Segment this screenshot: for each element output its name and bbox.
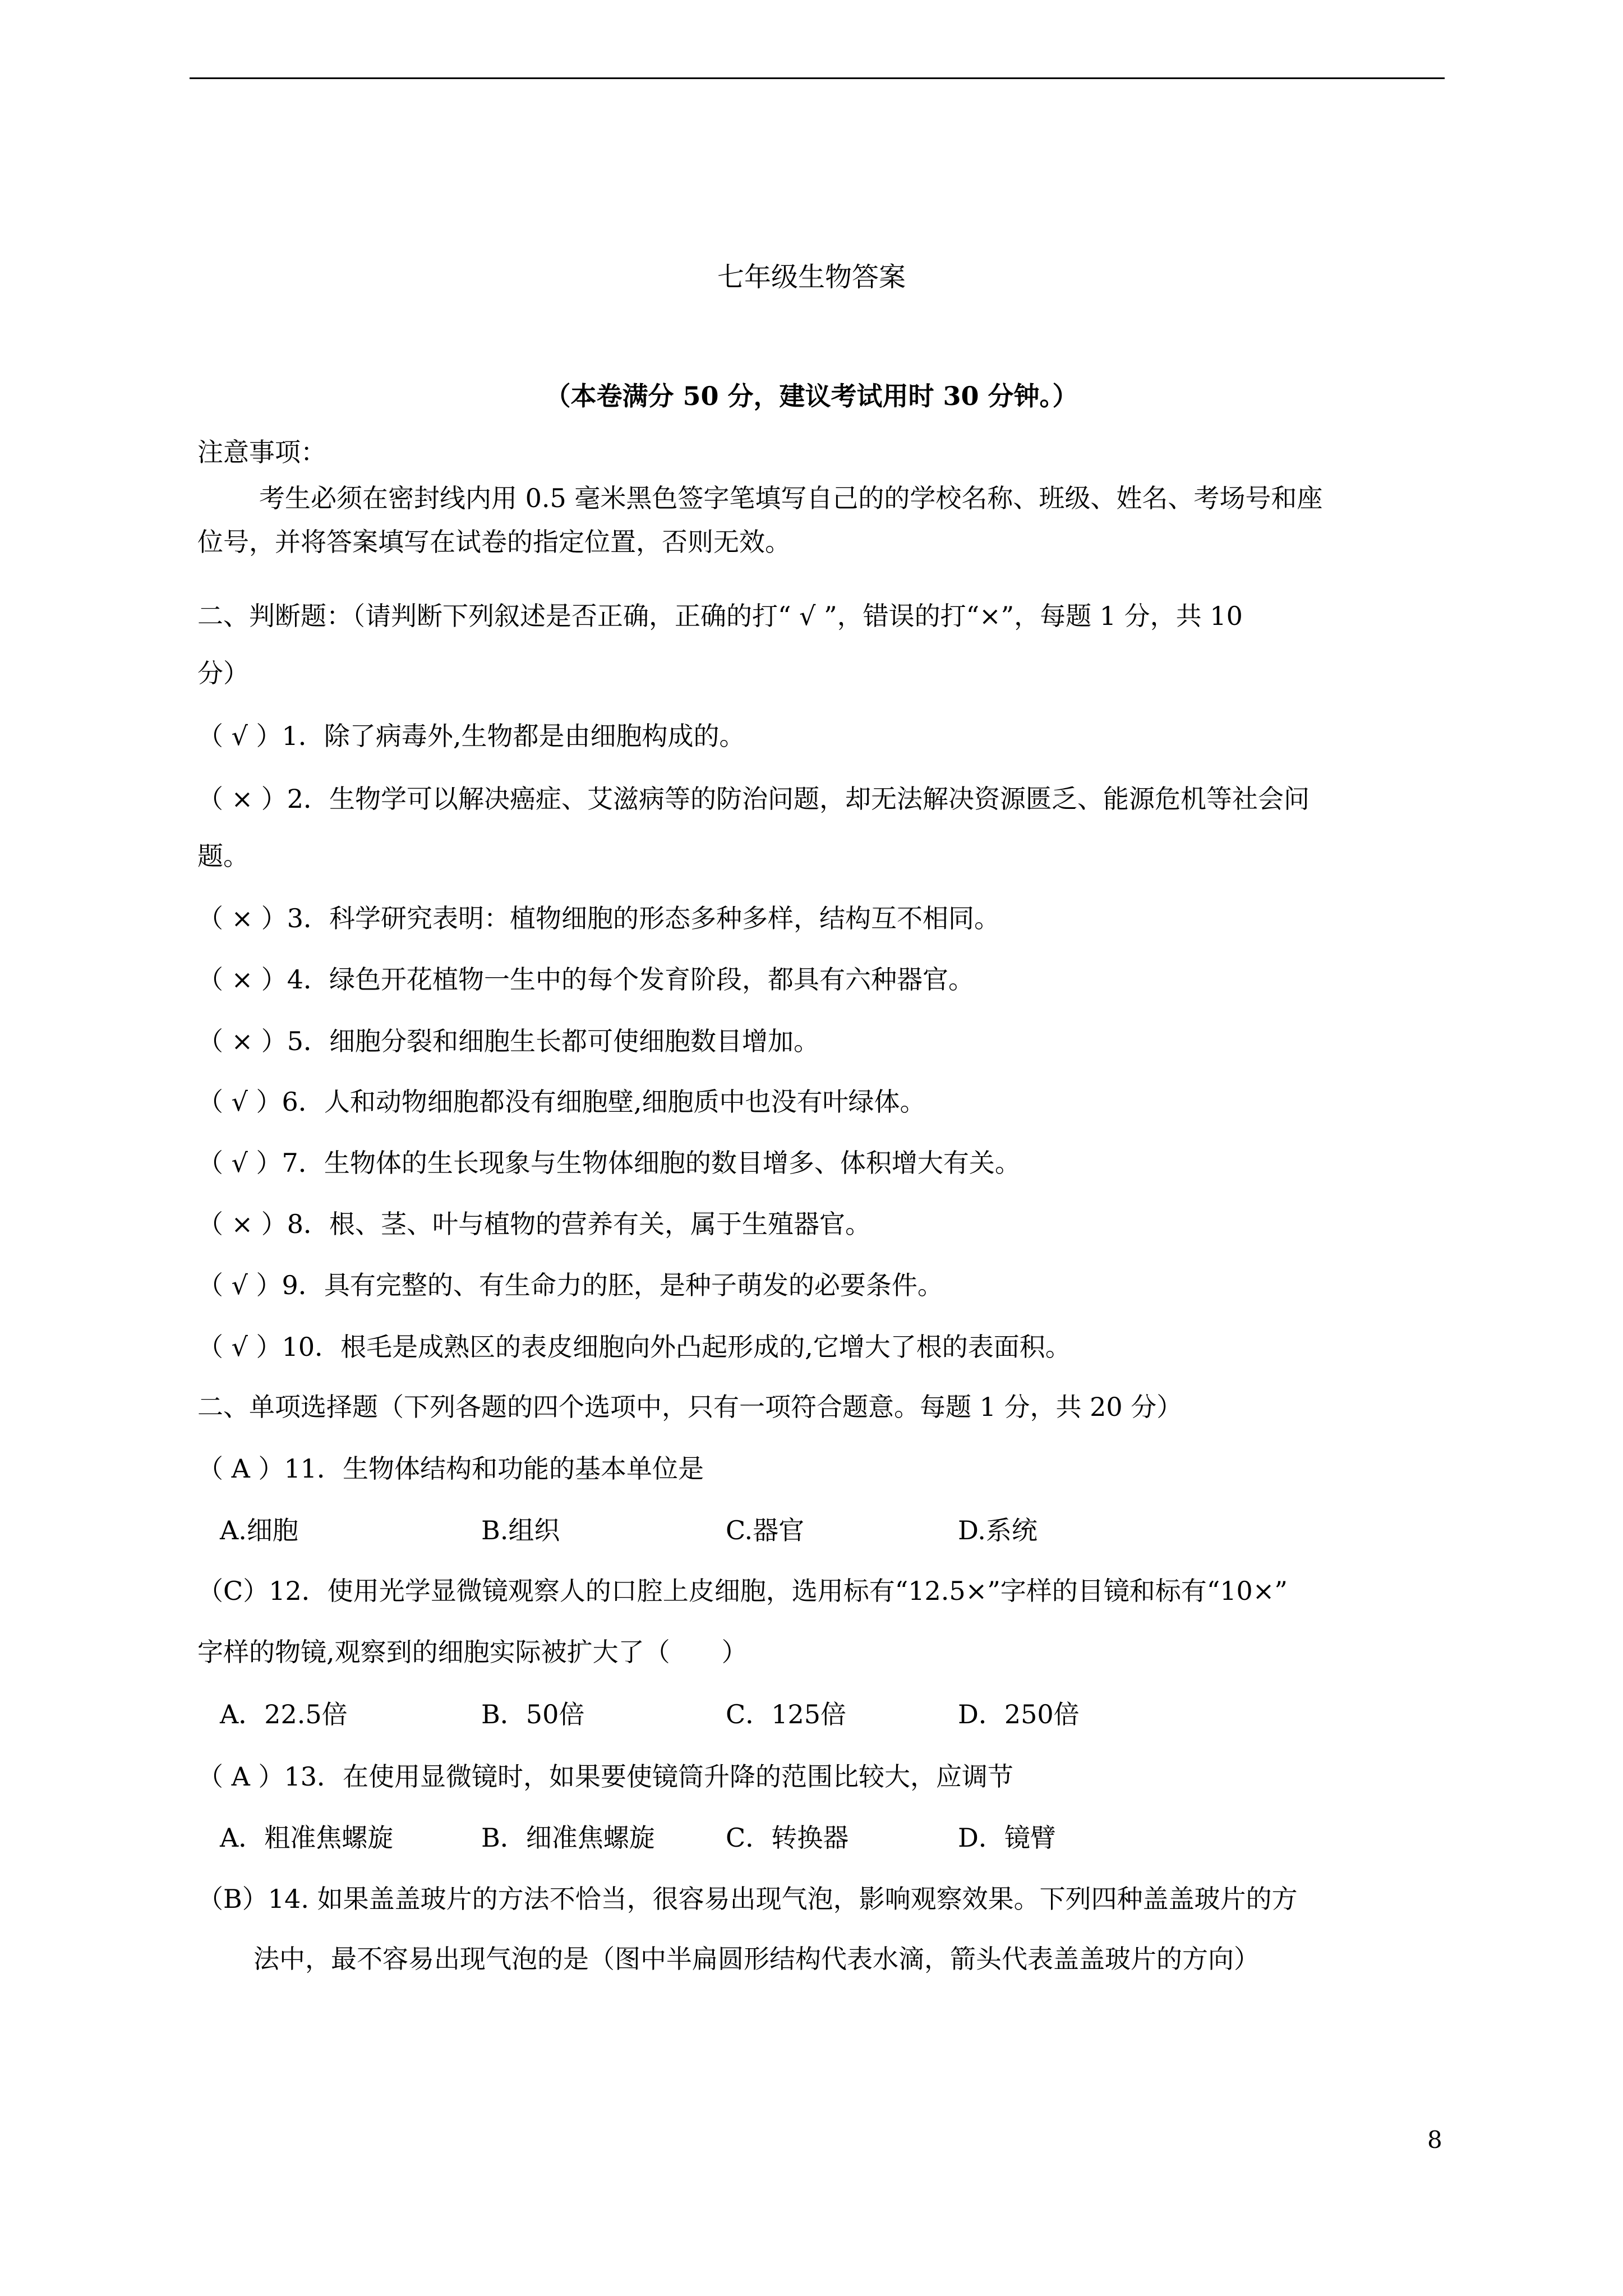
notice-line-1: 考生必须在密封线内用 0.5 毫米黑色签字笔填写自己的的学校名称、班级、姓名、考场号和座 [259, 483, 1323, 513]
q12-option-a: A．22.5倍 [220, 1699, 348, 1729]
question-12-stem-line-1: （C）12．使用光学显微镜观察人的口腔上皮细胞，选用标有“12.5×”字样的目镜和标有“10×” [197, 1576, 1288, 1606]
judge-item-8: （ × ）8．根、茎、叶与植物的营养有关，属于生殖器官。 [197, 1209, 872, 1239]
q13-option-b: B．细准焦螺旋 [481, 1823, 655, 1853]
q11-option-c: C.器官 [726, 1515, 805, 1545]
q11-option-d: D.系统 [958, 1515, 1038, 1545]
q13-option-c: C．转换器 [726, 1823, 849, 1853]
judge-item-2: （ × ）2．生物学可以解决癌症、艾滋病等的防治问题，却无法解决资源匮乏、能源危机等社会问 [197, 784, 1310, 814]
notice-line-2: 位号，并将答案填写在试卷的指定位置，否则无效。 [197, 527, 791, 557]
page-number: 8 [1427, 2126, 1442, 2154]
question-11-stem: （ A ）11．生物体结构和功能的基本单位是 [197, 1453, 704, 1484]
q12-option-b: B．50倍 [481, 1699, 585, 1729]
header-rule [190, 77, 1445, 79]
q12-option-d: D．250倍 [958, 1699, 1080, 1729]
q13-option-a: A．粗准焦螺旋 [220, 1823, 394, 1853]
judge-item-4: （ × ）4．绿色开花植物一生中的每个发育阶段，都具有六种器官。 [197, 964, 975, 995]
judge-item-2-cont: 题。 [197, 841, 249, 871]
q11-option-b: B.组织 [481, 1515, 560, 1545]
page-subtitle: （本卷满分 50 分，建议考试用时 30 分钟。） [545, 381, 1078, 411]
q11-option-a: A.细胞 [220, 1515, 298, 1545]
q13-option-d: D．镜臂 [958, 1823, 1056, 1853]
judge-item-7: （ √ ）7．生物体的生长现象与生物体细胞的数目增多、体积增大有关。 [197, 1148, 1021, 1178]
choice-heading: 二、单项选择题（下列各题的四个选项中，只有一项符合题意。每题 1 分，共 20 分） [197, 1392, 1183, 1422]
judge-item-10: （ √ ）10．根毛是成熟区的表皮细胞向外凸起形成的,它增大了根的表面积。 [197, 1332, 1071, 1362]
q12-option-c: C．125倍 [726, 1699, 846, 1729]
judge-heading-line-1: 二、判断题：（请判断下列叙述是否正确，正确的打“ √ ”，错误的打“×”，每题 1 分，共 10 [197, 601, 1243, 631]
page-title: 七年级生物答案 [717, 261, 906, 293]
judge-item-3: （ × ）3．科学研究表明：植物细胞的形态多种多样，结构互不相同。 [197, 903, 1000, 933]
judge-heading-line-2: 分） [197, 658, 249, 688]
judge-item-6: （ √ ）6．人和动物细胞都没有细胞壁,细胞质中也没有叶绿体。 [197, 1087, 926, 1117]
question-13-stem: （ A ）13．在使用显微镜时，如果要使镜筒升降的范围比较大，应调节 [197, 1761, 1013, 1792]
judge-item-1: （ √ ）1．除了病毒外,生物都是由细胞构成的。 [197, 721, 745, 751]
question-12-stem-line-2: 字样的物镜,观察到的细胞实际被扩大了（ ） [197, 1637, 748, 1667]
judge-item-9: （ √ ）9．具有完整的、有生命力的胚，是种子萌发的必要条件。 [197, 1270, 943, 1300]
question-14-stem-line-1: （B）14. 如果盖盖玻片的方法不恰当，很容易出现气泡，影响观察效果。下列四种盖盖玻片的方 [197, 1884, 1298, 1914]
judge-item-5: （ × ）5．细胞分裂和细胞生长都可使细胞数目增加。 [197, 1026, 820, 1056]
question-14-stem-line-2: 法中，最不容易出现气泡的是（图中半扁圆形结构代表水滴，箭头代表盖盖玻片的方向） [253, 1944, 1260, 1974]
notice-heading: 注意事项： [197, 437, 326, 467]
